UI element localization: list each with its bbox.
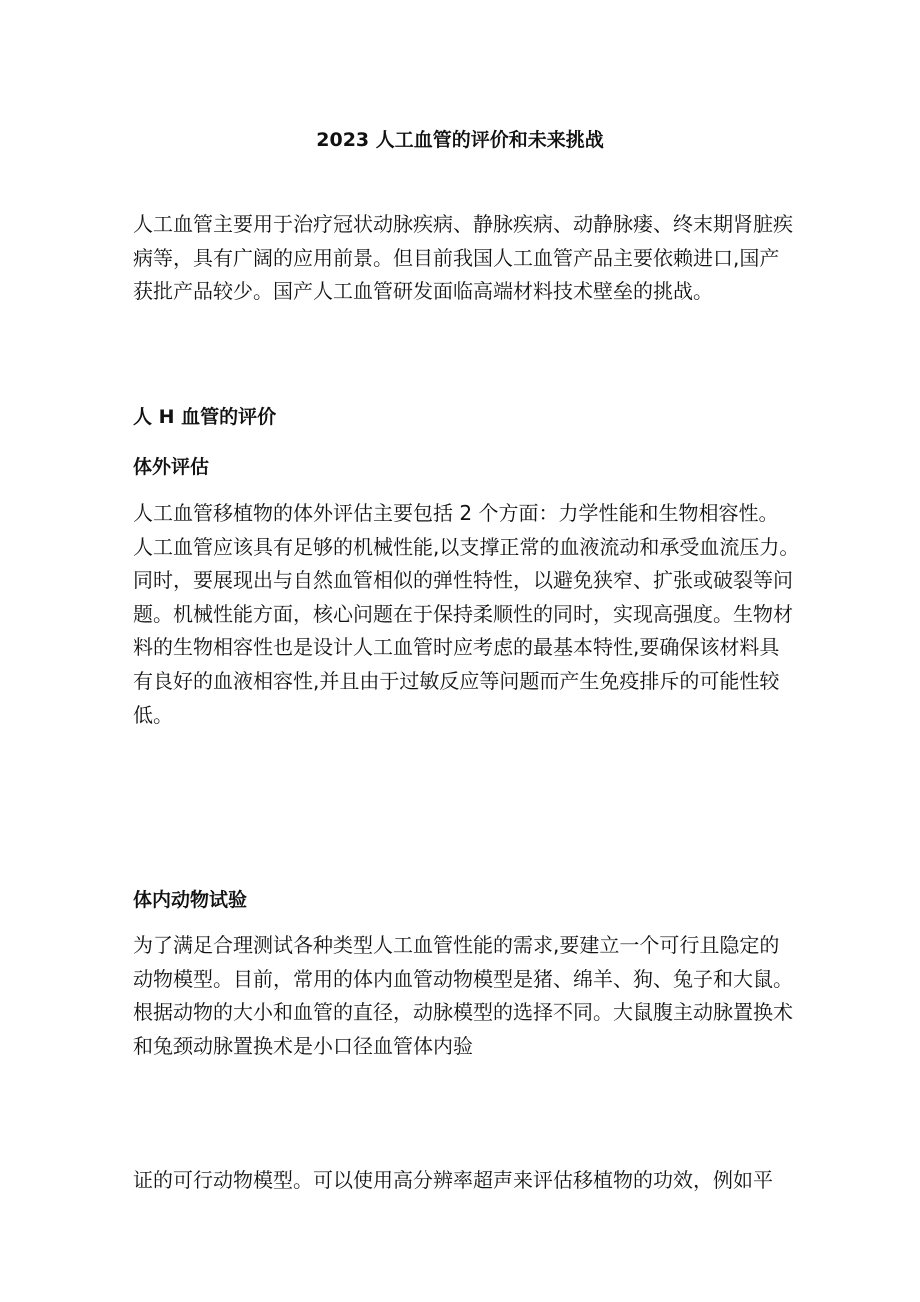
subheading-in-vitro: 体外评估 bbox=[133, 456, 210, 478]
paragraph-line: 根据动物的大小和血管的直径，动脉模型的选择不同。大鼠腹主动脉置换术 bbox=[133, 1000, 793, 1025]
paragraph-line: 动物模型。目前，常用的体内血管动物模型是猪、绵羊、狗、兔子和大鼠。 bbox=[133, 966, 793, 991]
paragraph-line: 有良好的血液相容性,并且由于过敏反应等问题而产生免疫排斥的可能性较 bbox=[133, 668, 780, 693]
paragraph-line: 为了满足合理测试各种类型人工血管性能的需求,要建立一个可行且隐定的 bbox=[133, 933, 780, 957]
intro-paragraph bbox=[133, 208, 803, 309]
paragraph-line: 题。机械性能方面，核心问题在于保持柔顺性的同时，实现高强度。生物材 bbox=[133, 601, 793, 626]
intro-line: 病等，具有广阔的应用前景。但目前我国人工血管产品主要依赖进口,国产 bbox=[133, 245, 780, 270]
intro-line: 人工血管主要用于治疗冠状动脉疾病、静脉疾病、动静脉瘘、终末期肾脏疾 bbox=[133, 212, 793, 236]
paragraph-line: 和兔颈动脉置换术是小口径血管体内验 bbox=[133, 1033, 473, 1058]
paragraph-line: 低。 bbox=[133, 702, 173, 727]
subheading-in-vivo: 体内动物试验 bbox=[133, 889, 248, 911]
in-vitro-paragraph bbox=[133, 497, 803, 732]
paragraph-line: 人工血管移植物的体外评估主要包括 2 个方面：力学性能和生物相容性。 bbox=[133, 501, 779, 525]
paragraph-line: 同时，要展现出与自然血管相似的弹性特性，以避免狭窄、扩张或破裂等问 bbox=[133, 568, 793, 593]
paragraph-line: 料的生物相容性也是设计人工血管时应考虑的最基本特性,要确保该材料具 bbox=[133, 635, 780, 660]
paragraph-line: 人工血管应该具有足够的机械性能,以支撑正常的血液流动和承受血流压力。 bbox=[133, 534, 800, 559]
in-vivo-paragraph bbox=[133, 929, 803, 1063]
paragraph-line: 证的可行动物模型。可以使用高分辨率超声来评估移植物的功效，例如平 bbox=[133, 1168, 773, 1192]
section-heading-evaluation: 人 H 血管的评价 bbox=[133, 406, 277, 428]
intro-line: 获批产品较少。国产人工血管研发面临高端材料技术壁垒的挑战。 bbox=[133, 279, 713, 304]
document-title: 2023 人工血管的评价和未来挑战 bbox=[316, 129, 604, 151]
in-vivo-continued-paragraph bbox=[133, 1164, 803, 1198]
